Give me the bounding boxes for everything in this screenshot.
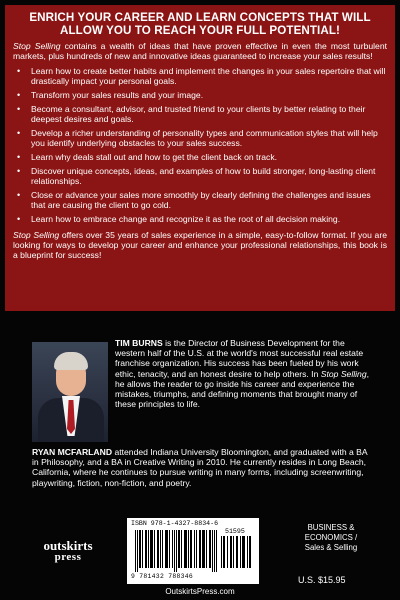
bullet-icon: • — [17, 90, 21, 100]
price-barcode-icon — [221, 536, 251, 568]
description-panel — [5, 5, 395, 311]
bullet-icon: • — [17, 190, 21, 200]
intro-paragraph — [13, 41, 387, 61]
closing-paragraph — [13, 230, 387, 260]
publisher-logo: outskirts press — [43, 538, 93, 563]
intro-book-title: Stop Selling — [13, 41, 61, 51]
benefit-item: • Learn why deals stall out and how to get the client back on track. — [17, 152, 278, 162]
author-name-tim: TIM BURNS — [115, 338, 163, 348]
price-code: 51595 — [225, 528, 245, 535]
bullet-icon: • — [17, 66, 21, 76]
isbn-barcode — [127, 518, 259, 584]
benefit-item: • Learn how to create better habits and implement the changes in your sales repertoire that will drastically impact your personal goals. — [17, 66, 386, 86]
ryan-mcfarland-bio: RYAN MCFARLAND attended Indiana University Bloomington, and graduated with a BA in Philosophy, and a BA in Creative Writing in 2010. He currently resides in Long Beach, California, where he continues to pursue writing in many forms, including screenwriting, playwriting, fiction, non-fiction, and poetry. — [32, 447, 368, 488]
closing-text: offers over 35 years of sales experience in a simple, easy-to-follow format. If you are looking for ways to develop your career and enhance your professional relationships, this book is a blueprint for success! — [13, 230, 387, 260]
benefit-item: • Learn how to embrace change and recognize it as the root of all decision making. — [17, 214, 341, 224]
publisher-website: OutskirtsPress.com — [165, 587, 235, 596]
isbn-number: ISBN 978-1-4327-8834-6 — [131, 520, 219, 527]
benefit-item: • Close or advance your sales more smoothly by clearly defining the challenges and issues that are causing the client to go cold. — [17, 190, 371, 210]
tim-burns-bio: TIM BURNS is the Director of Business Development for the western half of the U.S. at the world's most successful real estate franchise organization. His success has been fueled by his work ethic, tenacity, and an honest desire to help others. In Stop Selling, he allows the reader to go inside his career and experience the mistakes, triumphs, and defining moments that brought many of these principles to life. — [115, 338, 370, 410]
bullet-icon: • — [17, 128, 21, 138]
barcode-icon — [135, 530, 217, 572]
bullet-icon: • — [17, 166, 21, 176]
benefits-list — [13, 66, 387, 224]
author-photo — [32, 342, 108, 442]
benefit-item: • Become a consultant, advisor, and trusted friend to your clients by better relating to their deepest desires and goals. — [17, 104, 366, 124]
price-label: U.S. $15.95 — [298, 575, 346, 585]
category-label: BUSINESS & ECONOMICS / Sales & Selling — [304, 523, 358, 552]
bullet-icon: • — [17, 152, 21, 162]
barcode-digits: 9 781432 788346 — [131, 573, 194, 580]
benefit-item: • Develop a richer understanding of personality types and communication styles that will help you identify underlying obstacles to your sales success. — [17, 128, 378, 148]
author-name-ryan: RYAN MCFARLAND — [32, 447, 113, 457]
intro-text: contains a wealth of ideas that have proven effective in even the most turbulent markets, plus hundreds of new and innovative ideas guaranteed to increase your sales results! — [13, 41, 387, 61]
bullet-icon: • — [17, 104, 21, 114]
benefit-item: • Discover unique concepts, ideas, and examples of how to build stronger, long-lasting client relationships. — [17, 166, 376, 186]
bullet-icon: • — [17, 214, 21, 224]
closing-book-title: Stop Selling — [13, 230, 60, 240]
headline: ENRICH YOUR CAREER AND LEARN CONCEPTS THAT WILL ALLOW YOU TO REACH YOUR FULL POTENTIAL! — [29, 11, 371, 37]
benefit-item: • Transform your sales results and your image. — [17, 90, 204, 100]
